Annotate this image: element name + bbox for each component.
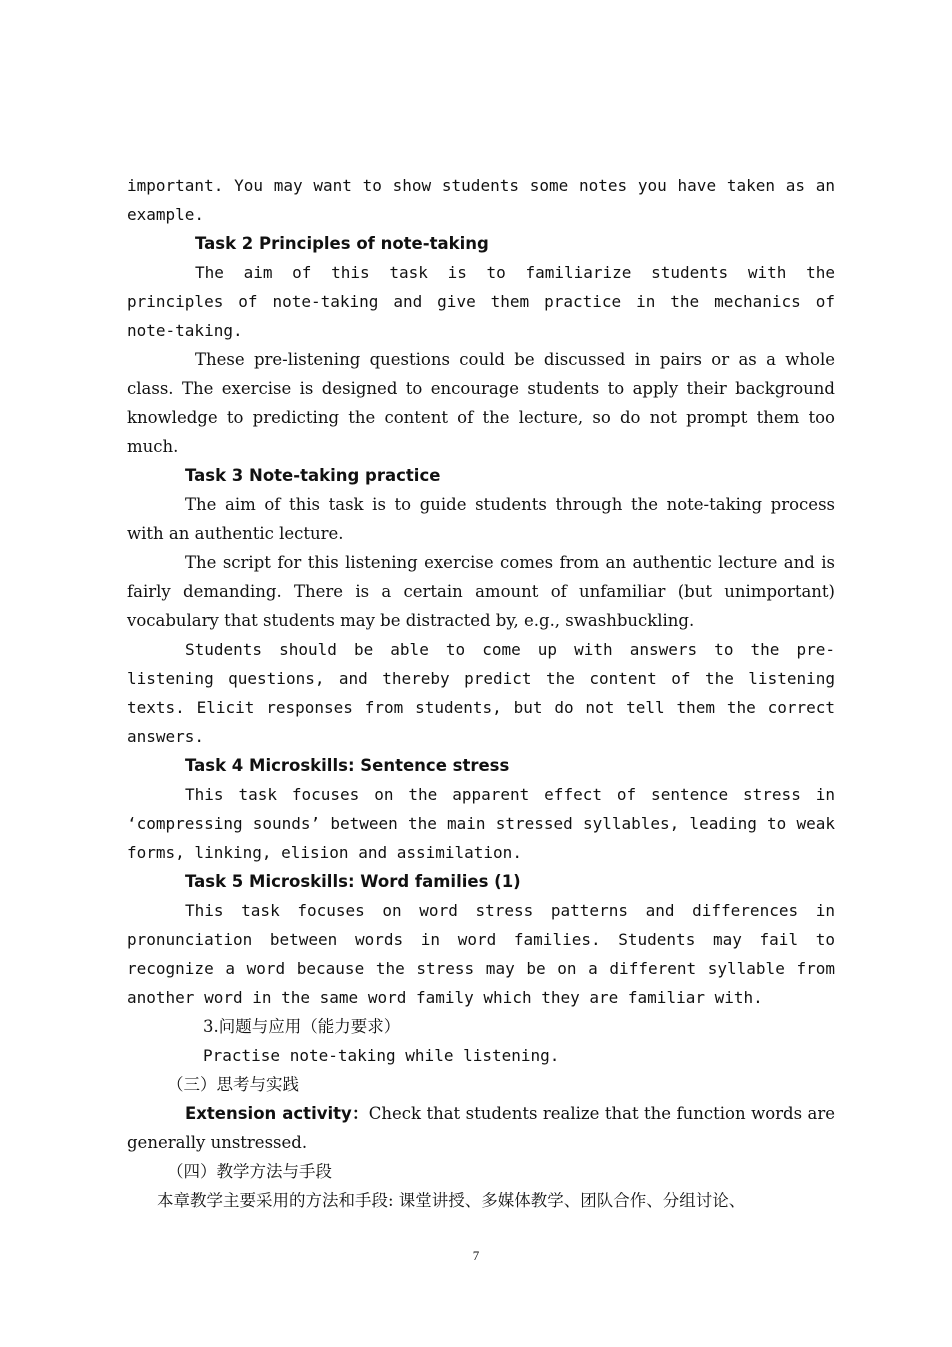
- task5-heading: Task 5 Microskills: Word families (1): [185, 872, 521, 891]
- part3-heading: （三）思考与实践: [167, 1075, 299, 1094]
- section3-body: Practise note-taking while listening.: [203, 1046, 560, 1065]
- task2-paragraph-2: These pre-listening questions could be discussed in pairs or as a whole class. The exercise is designed to encourage students to apply their background knowledge to predicting the content of the lecture, so do not prompt them too much.: [127, 350, 835, 456]
- task5-paragraph-1: This task focuses on word stress patterns and differences in pronunciation between words in word families. Students may fail to recognize a word because the stress may be on a different syllable from another word in the same word family which they are familiar with.: [127, 901, 835, 1007]
- task3-heading: Task 3 Note-taking practice: [185, 466, 441, 485]
- part4-paragraph: 本章教学主要采用的方法和手段: 课堂讲授、多媒体教学、团队合作、分组讨论、: [157, 1191, 746, 1210]
- extension-activity-text: Check that students realize that the function words are generally unstressed.: [127, 1104, 836, 1152]
- task3-paragraph-1: The aim of this task is to guide students through the note-taking process with an authentic lecture.: [127, 495, 835, 543]
- task2-heading: Task 2 Principles of note-taking: [195, 234, 489, 253]
- task3-paragraph-2: The script for this listening exercise comes from an authentic lecture and is fairly demanding. There is a certain amount of unfamiliar (but unimportant) vocabulary that students may be distracted by, e.g., swashbuckling.: [127, 553, 835, 630]
- extension-activity-label: Extension activity：: [185, 1104, 369, 1123]
- page-number: 7: [472, 1248, 480, 1263]
- task4-paragraph-1: This task focuses on the apparent effect of sentence stress in ‘compressing sounds’ between the main stressed syllables, leading to weak forms, linking, elision and assimilation.: [127, 785, 835, 862]
- task4-heading: Task 4 Microskills: Sentence stress: [185, 756, 510, 775]
- section3-heading: 3.问题与应用（能力要求）: [203, 1017, 401, 1036]
- task3-paragraph-3: Students should be able to come up with answers to the pre-listening questions, and thereby predict the content of the listening texts. Elicit responses from students, but do not tell them the correct answers.: [127, 640, 835, 746]
- intro-paragraph: important. You may want to show students some notes you have taken as an example.: [127, 176, 835, 224]
- page-content: [127, 171, 835, 1215]
- part3-paragraph: [127, 1099, 835, 1157]
- task2-paragraph-1: The aim of this task is to familiarize students with the principles of note-taking and give them practice in the mechanics of note-taking.: [127, 263, 835, 340]
- part4-heading: （四）教学方法与手段: [167, 1162, 332, 1181]
